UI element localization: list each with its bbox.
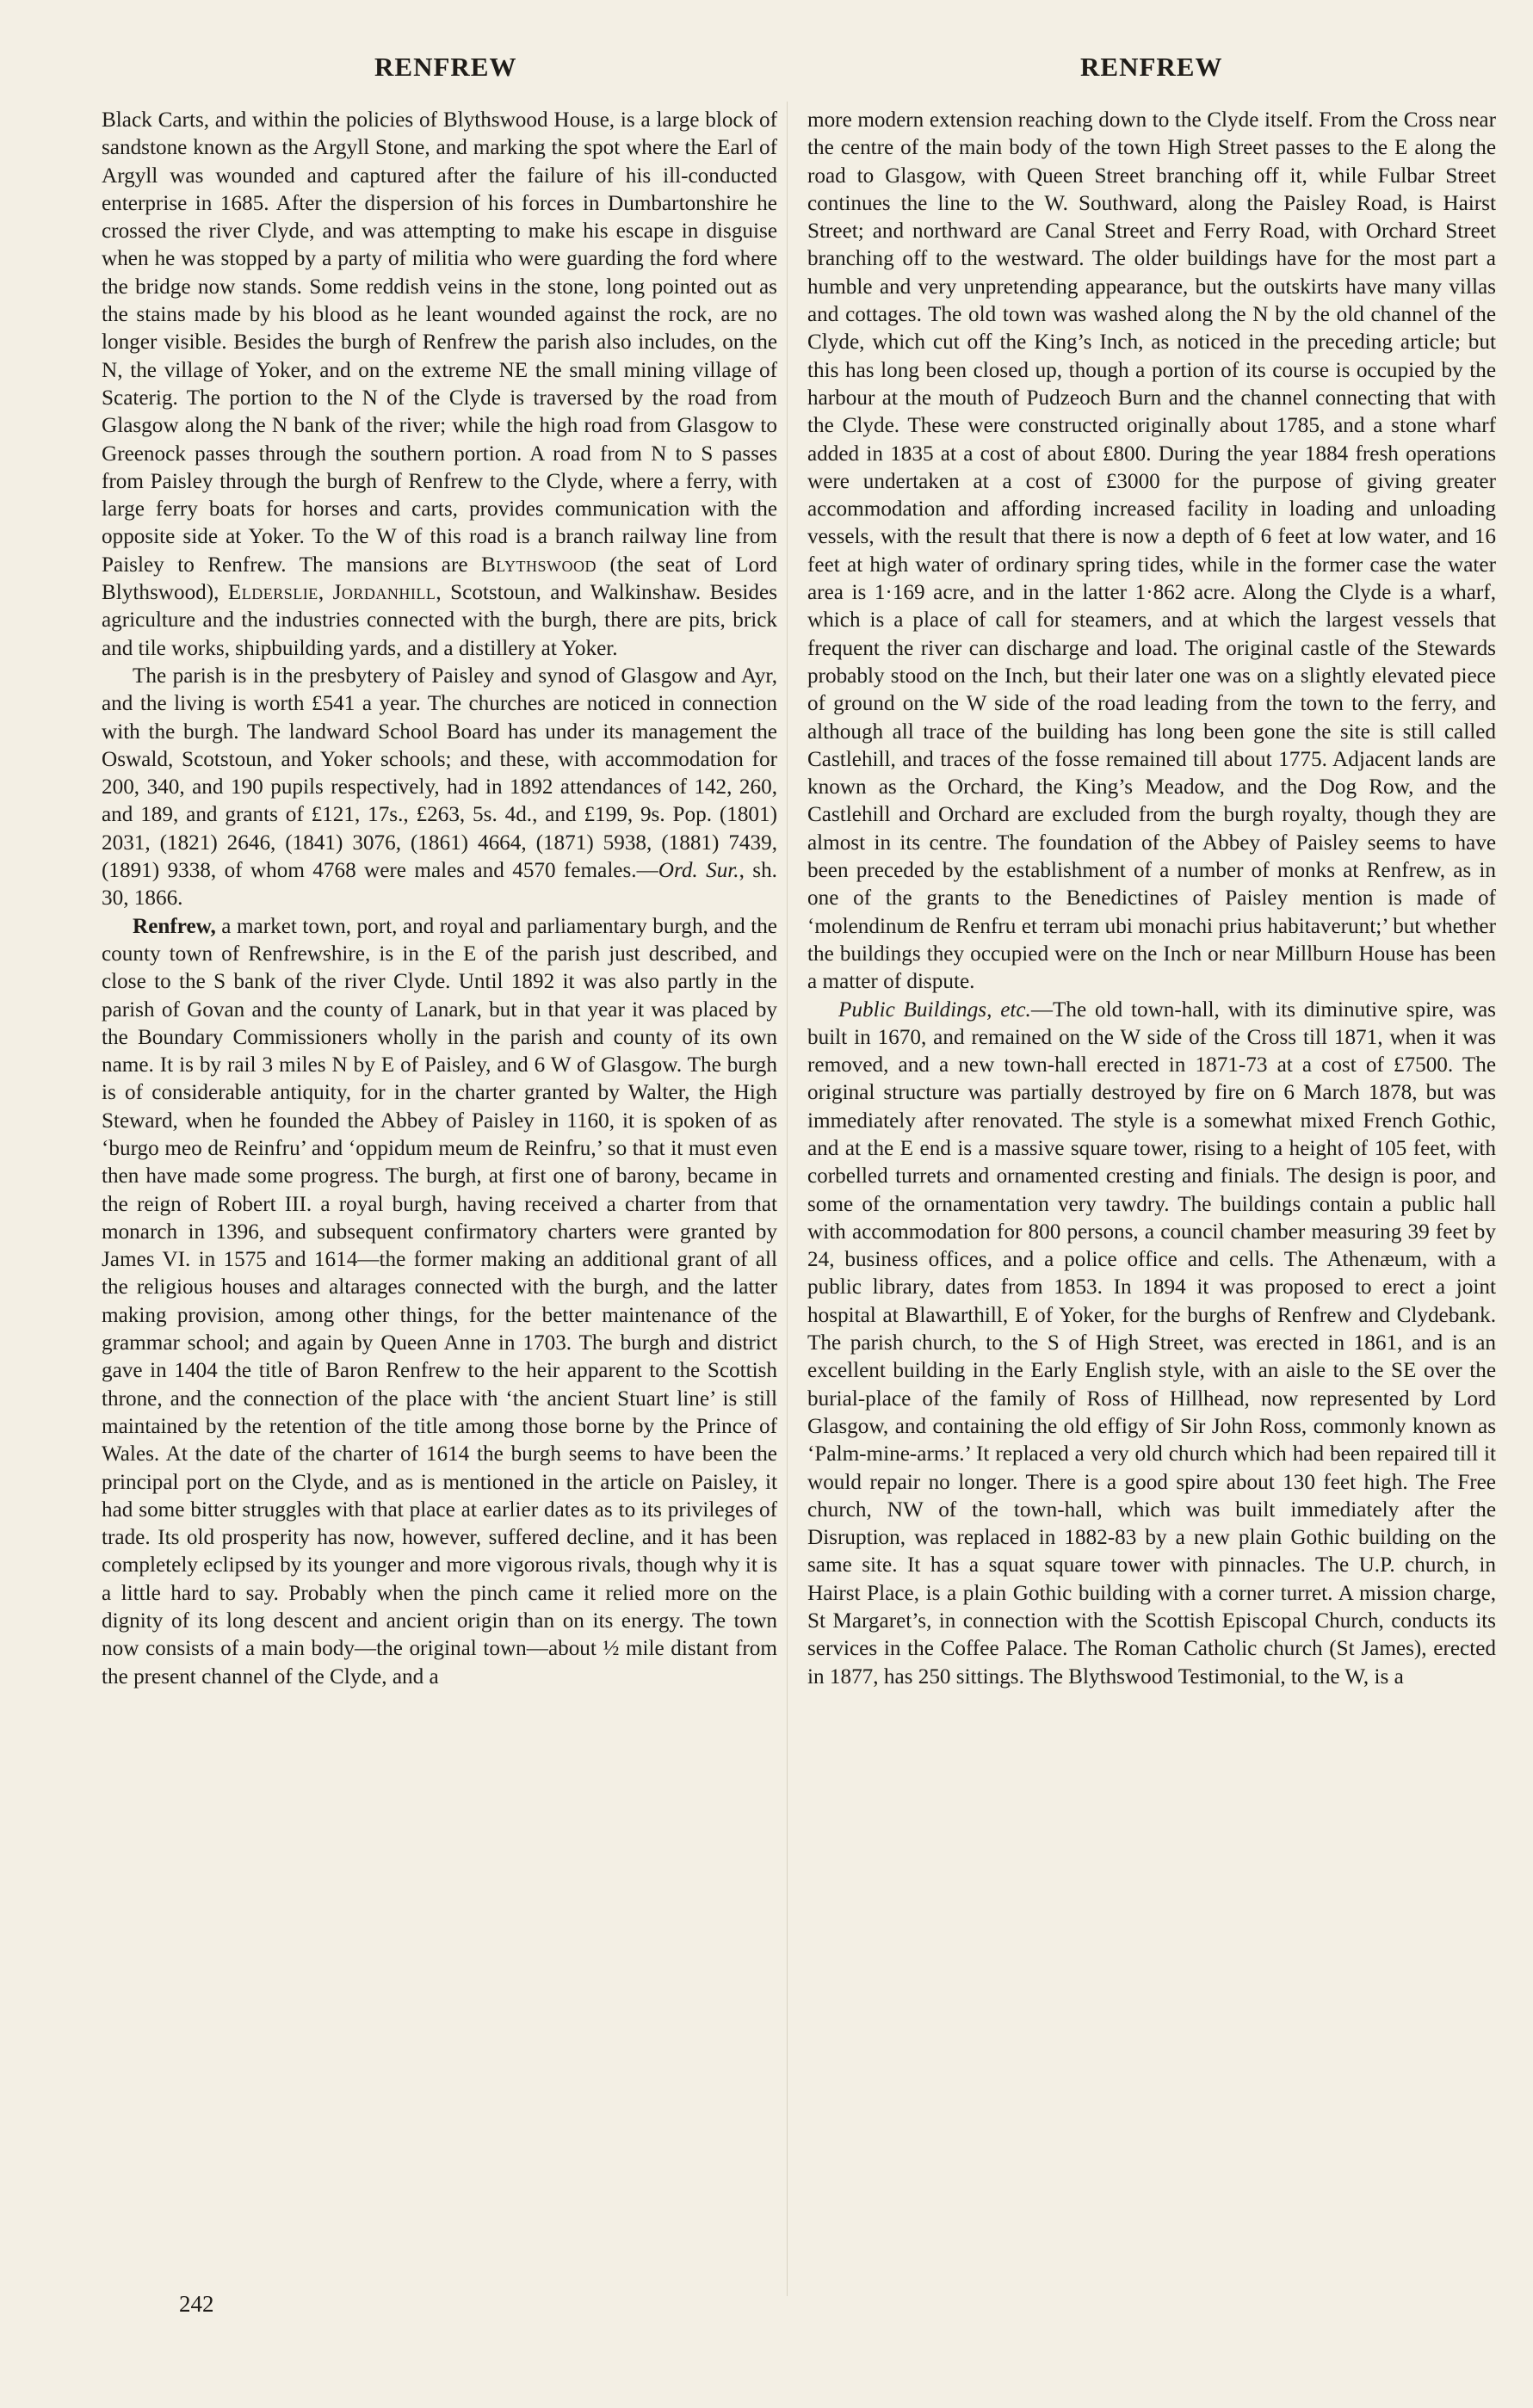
mansion-name: Jordanhill bbox=[332, 581, 436, 605]
mansion-name: Blythswood bbox=[481, 553, 597, 577]
running-head-right: RENFREW bbox=[1080, 52, 1223, 82]
paragraph-text: , bbox=[318, 581, 325, 605]
paragraph-text: Black Carts, and within the policies of Blythswood House, is a large block of sandstone known as the Argyll Stone, and marking the spot where the Earl of Argyll was wounded and captured after the failure of his ill-conducted enterprise in 1685. After the dispersion of his forces in Dumbartonshire he crossed the river Clyde, and was attempting to make his escape in disguise when he was stopped by a party of militia who were guarding the ford where the bridge now stands. Some reddish veins in the stone, long pointed out as the stains made by his blood as he leant wounded against the rock, are no longer visible. Besides the burgh of Renfrew the parish also includes, on the N, the village of Yoker, and on the extreme NE the small mining village of Scaterig. The portion to the N of the Clyde is traversed by the road from Glasgow along the N bank of the river; while the high road from Glasgow to Greenock passes through the southern portion. A road from N to S passes from Paisley through the burgh of Renfrew to the Clyde, where a ferry, with large ferry boats for horses and carts, provides communication with the opposite side at Yoker. To the W of this road is a branch railway line from Paisley to Renfrew. The mansions are bbox=[102, 108, 777, 577]
paragraph-text: more modern extension reaching down to the Clyde itself. From the Cross near the centre of the main body of the town High Street passes to the E along the road to Glasgow, with Queen Street branching off it, while Fulbar Street continues the line to the W. Southward, along the Paisley Road, is Hairst Street; and northward are Canal Street and Ferry Road, with Orchard Street branching off to the westward. The older buildings have for the most part a humble and very unpretending appearance, but the outskirts have many villas and cottages. The old town was washed along the N by the old channel of the Clyde, which cut off the King’s Inch, as noticed in the preceding article; but this has long been closed up, though a portion of its course is occupied by the harbour at the mouth of Pudzeoch Burn and the channel connecting that with the Clyde. These were constructed originally about 1785, and a stone wharf added in 1835 at a cost of about £800. During the year 1884 fresh operations were undertaken at a cost of £3000 for the purpose of giving greater accommodation and affording increased facility in loading and unloading vessels, with the result that there is now a depth of 6 feet at low water, and 16 feet at high water of ordinary spring tides, while in the former case the water area is 1·169 acre, and in the latter 1·862 acre. Along the Clyde is a wharf, which is a place of call for steamers, and at which the largest vessels that frequent the river can discharge and load. The original castle of the Stewards probably stood on the Inch, but their later one was on a slightly elevated piece of ground on the W side of the road leading from the town to the ferry, and although all trace of the building has long been gone the site is still called Castlehill, and traces of the fosse remained till about 1775. Adjacent lands are known as the Orchard, the King’s Meadow, and the Dog Row, and the Castlehill and Orchard are excluded from the burgh royalty, though they are almost in its centre. The foundation of the Abbey of Paisley seems to have been preceded by the establishment of a number of monks at Renfrew, as in one of the grants to the Benedictines of Paisley mention is made of ‘molendinum de Renfru et terram ubi monachi prius habitaverunt;’ but whether the buildings they occupied were on the Inch or near Millburn House has been a matter of dispute. bbox=[807, 108, 1496, 994]
left-column bbox=[102, 107, 777, 1691]
paragraph-public-buildings bbox=[807, 997, 1496, 1691]
paragraph-presbytery bbox=[102, 663, 777, 913]
paragraph-town-layout bbox=[807, 107, 1496, 997]
paragraph-text: , sh. 30, 1866. bbox=[102, 859, 777, 911]
paragraph-text: , Scotstoun, and Walkinshaw. Besides agriculture and the industries connected with the burgh, there are pits, brick and tile works, shipbuilding yards, and a distillery at Yoker. bbox=[102, 581, 778, 660]
reference-italic: Ord. Sur. bbox=[658, 859, 739, 883]
paragraph-renfrew-burgh bbox=[102, 913, 777, 1691]
page-number: 242 bbox=[179, 2291, 214, 2317]
running-head-left: RENFREW bbox=[374, 52, 517, 82]
paragraph-text: a market town, port, and royal and parliamentary burgh, and the county town of Renfrewshire, is in the E of the parish just described, and close to the S bank of the river Clyde. Until 1892 it was also partly in the parish of Govan and the county of Lanark, but in that year it was placed by the Boundary Commissioners wholly in the parish and county of its own name. It is by rail 3 miles N by E of Paisley, and 6 W of Glasgow. The burgh is of considerable antiquity, for in the charter granted by Walter, the High Steward, when he founded the Abbey of Paisley in 1160, it is spoken of as ‘burgo meo de Reinfru’ and ‘oppidum meum de Reinfru,’ so that it must even then have made some progress. The burgh, at first one of barony, became in the reign of Robert III. a royal burgh, having received a charter from that monarch in 1396, and subsequent confirmatory charters were granted by James VI. in 1575 and 1614—the former making an additional grant of all the religious houses and altarages connected with the burgh, and the latter making provision, among other things, for the better maintenance of the grammar school; and again by Queen Anne in 1703. The burgh and district gave in 1404 the title of Baron Renfrew to the heir apparent to the Scottish throne, and the connection of the place with ‘the ancient Stuart line’ is still maintained by the retention of the title among those borne by the Prince of Wales. At the date of the charter of 1614 the burgh seems to have been the principal port on the Clyde, and as is mentioned in the article on Paisley, it had some bitter struggles with that place at earlier dates as to its privileges of trade. Its old prosperity has now, however, suffered decline, and it has been completely eclipsed by its younger and more vigorous rivals, though why it is a little hard to say. Probably when the pinch came it relied more on the dignity of its long descent and ancient origin than on its energy. The town now consists of a main body—the original town—about ½ mile distant from the present channel of the Clyde, and a bbox=[102, 914, 777, 1689]
right-column bbox=[807, 107, 1496, 1691]
paragraph-argyll-stone bbox=[102, 107, 777, 663]
column-divider bbox=[787, 102, 788, 2296]
entry-headword: Renfrew, bbox=[133, 914, 216, 938]
mansion-name: Elderslie bbox=[227, 581, 318, 605]
paragraph-text: The parish is in the presbytery of Paisley and synod of Glasgow and Ayr, and the living is worth £541 a year. The churches are noticed in connection with the burgh. The landward School Board has under its management the Oswald, Scotstoun, and Yoker schools; and these, with accommodation for 200, 340, and 190 pupils respectively, had in 1892 attendances of 142, 260, and 189, and grants of £121, 17s., £263, 5s. 4d., and £199, 9s. Pop. (1801) 2031, (1821) 2646, (1841) 3076, (1861) 4664, (1871) 5938, (1881) 7439, (1891) 9338, of whom 4768 were males and 4570 females.— bbox=[102, 664, 777, 883]
paragraph-text: (the seat of Lord Blythswood), bbox=[102, 553, 778, 605]
section-heading-italic: Public Buildings, etc. bbox=[838, 997, 1031, 1022]
paragraph-text: —The old town-hall, with its diminutive spire, was built in 1670, and remained on the W side of the Cross till 1871, when it was removed, and a new town-hall erected in 1871-73 at a cost of £7500. The original structure was partially destroyed by fire on 6 March 1878, but was immediately after renovated. The style is a somewhat mixed French Gothic, and at the E end is a massive square tower, rising to a height of 105 feet, with corbelled turrets and ornamented cresting and finials. The design is poor, and some of the ornamentation very tawdry. The buildings contain a public hall with accommodation for 800 persons, a council chamber measuring 39 feet by 24, business offices, and a police office and cells. The Athenæum, with a public library, dates from 1853. In 1894 it was proposed to erect a joint hospital at Blawarthill, E of Yoker, for the burghs of Renfrew and Clydebank. The parish church, to the S of High Street, was erected in 1861, and is an excellent building in the Early English style, with an aisle to the SE over the burial-place of the family of Ross of Hillhead, now represented by Lord Glasgow, and containing the old effigy of Sir John Ross, commonly known as ‘Palm-mine-arms.’ It replaced a very old church which had been repaired till it would repair no longer. There is a good spire about 130 feet high. The Free church, NW of the town-hall, which was built immediately after the Disruption, was replaced in 1882-83 by a new plain Gothic building on the same site. It has a squat square tower with pinnacles. The U.P. church, in Hairst Place, is a plain Gothic building with a corner turret. A mission charge, St Margaret’s, in connection with the Scottish Episcopal Church, conducts its services in the Coffee Palace. The Roman Catholic church (St James), erected in 1877, has 250 sittings. The Blythswood Testimonial, to the W, is a bbox=[807, 997, 1496, 1689]
